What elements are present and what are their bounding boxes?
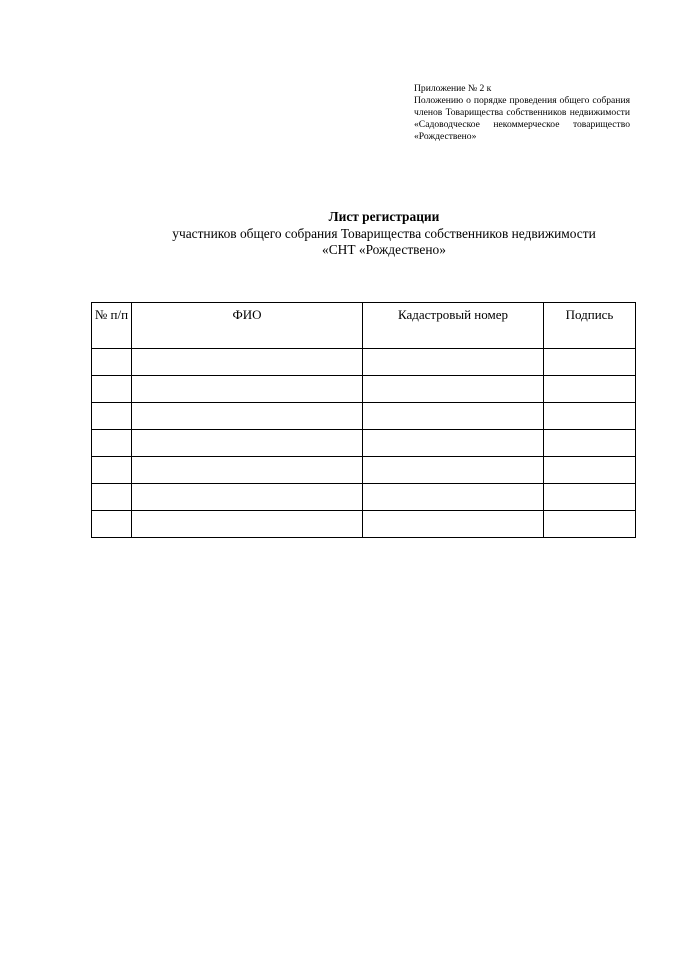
table-row [92,349,636,376]
cell-number[interactable] [92,511,132,538]
cell-number[interactable] [92,376,132,403]
cell-signature[interactable] [544,484,636,511]
cell-cadastral-number[interactable] [363,349,544,376]
cell-signature[interactable] [544,376,636,403]
cell-fio[interactable] [132,349,363,376]
subtitle-line-2: «СНТ «Рождествено» [322,242,446,257]
cell-number[interactable] [92,457,132,484]
table-header-row [92,303,636,349]
cell-signature[interactable] [544,430,636,457]
cell-cadastral-number[interactable] [363,430,544,457]
cell-cadastral-number[interactable] [363,376,544,403]
cell-signature[interactable] [544,403,636,430]
table-row [92,484,636,511]
cell-fio[interactable] [132,430,363,457]
registration-table [91,302,636,538]
cell-fio[interactable] [132,403,363,430]
header-signature: Подпись [544,303,636,349]
cell-fio[interactable] [132,484,363,511]
header-number: № п/п [92,303,132,349]
header-cadastral-number: Кадастровый номер [363,303,544,349]
subtitle-line-1: участников общего собрания Товарищества собственников недвижимости [172,226,596,241]
cell-cadastral-number[interactable] [363,457,544,484]
header-fio: ФИО [132,303,363,349]
appendix-title: Приложение № 2 к [414,83,492,94]
document-title: Лист регистрации [328,209,440,224]
cell-number[interactable] [92,403,132,430]
cell-number[interactable] [92,430,132,457]
appendix-body: Положению о порядке проведения общего собрания членов Товарищества собственников недвижимости «Садоводческое некоммерческое товарищество «Рождествено» [414,95,630,142]
cell-number[interactable] [92,484,132,511]
table-row [92,376,636,403]
table-row [92,511,636,538]
cell-cadastral-number[interactable] [363,403,544,430]
cell-fio[interactable] [132,457,363,484]
cell-fio[interactable] [132,376,363,403]
cell-fio[interactable] [132,511,363,538]
cell-cadastral-number[interactable] [363,511,544,538]
table-row [92,457,636,484]
table-row [92,430,636,457]
cell-signature[interactable] [544,511,636,538]
cell-cadastral-number[interactable] [363,484,544,511]
cell-signature[interactable] [544,349,636,376]
cell-signature[interactable] [544,457,636,484]
cell-number[interactable] [92,349,132,376]
document-subtitle [0,226,678,258]
table-row [92,403,636,430]
appendix-note [414,83,630,143]
